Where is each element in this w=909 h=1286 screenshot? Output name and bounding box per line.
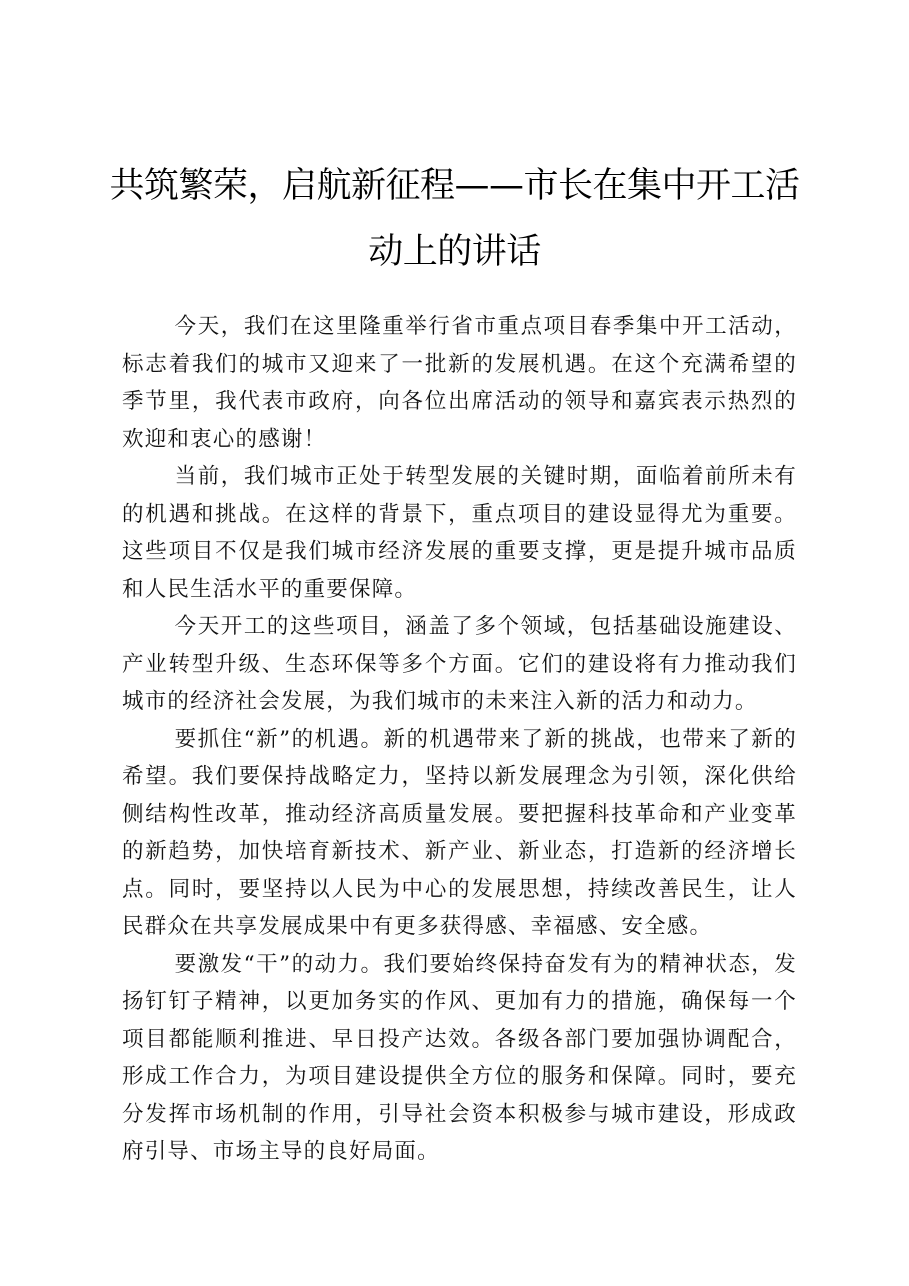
paragraph-4: 要抓住“新”的机遇。新的机遇带来了新的挑战，也带来了新的希望。我们要保持战略定力，坚持以新发展理念为引领，深化供给侧结构性改革，推动经济高质量发展。要把握科技革命和产业变革的新趋势，加快培育新技术、新产业、新业态，打造新的经济增长点。同时，要坚持以人民为中心的发展思想，持续改善民生，让人民群众在共享发展成果中有更多获得感、幸福感、安全感。	[122, 726, 797, 939]
speech-body	[122, 308, 797, 1171]
paragraph-1: 今天，我们在这里隆重举行省市重点项目春季集中开工活动，标志着我们的城市又迎来了一批新的发展机遇。在这个充满希望的季节里，我代表市政府，向各位出席活动的领导和嘉宾表示热烈的欢迎和衷心的感谢！	[122, 314, 797, 452]
paragraph-5: 要激发“干”的动力。我们要始终保持奋发有为的精神状态，发扬钉钉子精神，以更加务实的作风、更加有力的措施，确保每一个项目都能顺利推进、早日投产达效。各级各部门要加强协调配合，形成工作合力，为项目建设提供全方位的服务和保障。同时，要充分发挥市场机制的作用，引导社会资本积极参与城市建设，形成政府引导、市场主导的良好局面。	[122, 951, 797, 1164]
page-title: 共筑繁荣，启航新征程——市长在集中开工活动上的讲话	[109, 166, 800, 272]
paragraph-2: 当前，我们城市正处于转型发展的关键时期，面临着前所未有的机遇和挑战。在这样的背景下，重点项目的建设显得尤为重要。这些项目不仅是我们城市经济发展的重要支撑，更是提升城市品质和人民生活水平的重要保障。	[122, 464, 797, 602]
paragraph-3: 今天开工的这些项目，涵盖了多个领域，包括基础设施建设、产业转型升级、生态环保等多个方面。它们的建设将有力推动我们城市的经济社会发展，为我们城市的未来注入新的活力和动力。	[122, 614, 797, 714]
